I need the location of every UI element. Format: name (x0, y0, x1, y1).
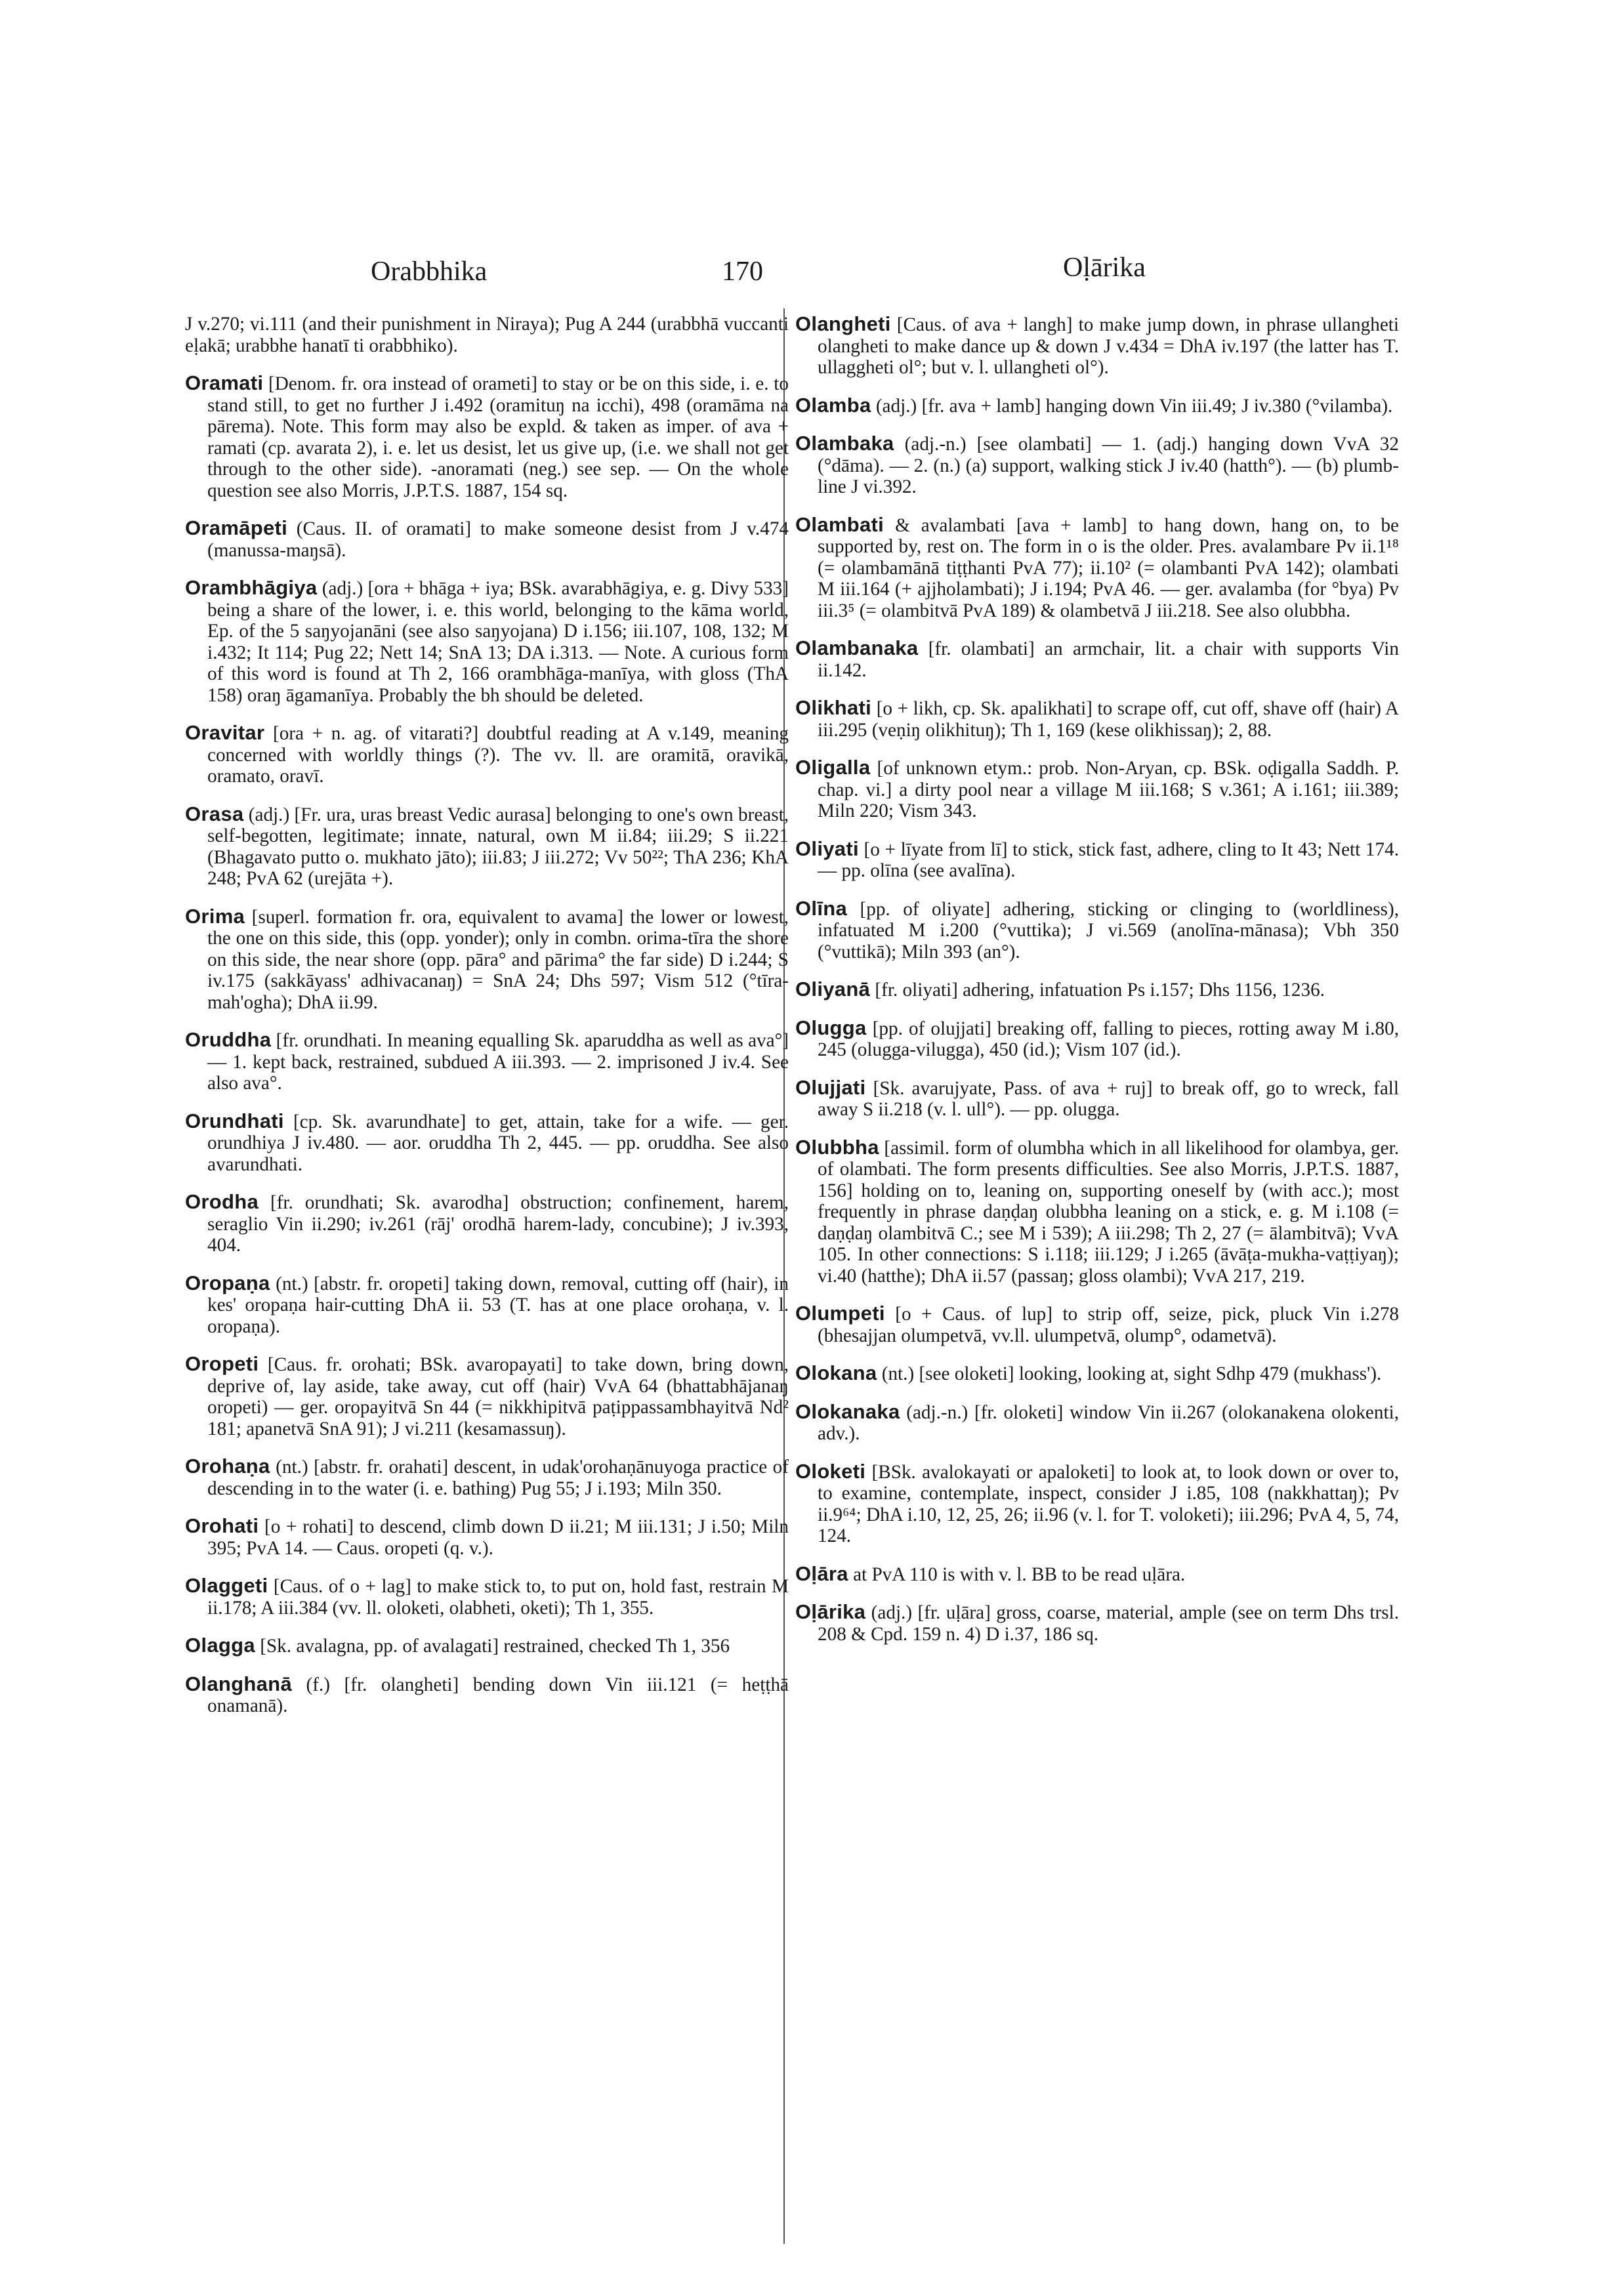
dictionary-entry (795, 1137, 1399, 1287)
entry-text: [superl. formation fr. ora, equivalent to avama] the lower or lowest, the one on this side, this (opp. yonder); only in combn. orima-tīra the shore on this side, the near shore (opp. pāra° and pārima° the far side) D i.244; S iv.175 (sakkāyass' adhivacanaŋ) = SnA 24; Dhs 597; Vism 512 (°tīra-mah'ogha); DhA ii.99. (207, 906, 789, 1013)
headword: Orambhāgiya (185, 576, 318, 599)
page-header (0, 253, 1624, 295)
headword: Orohati (185, 1514, 259, 1537)
entry-text: [pp. of oliyate] adhering, sticking or clinging to (worldliness), infatuated M i.200 (°vuttika); J vi.569 (anolīna-mānasa); Vbh 350 (°vuttikā); Miln 393 (an°). (818, 898, 1399, 962)
headword: Oravitar (185, 721, 265, 744)
headword: Orohaṇa (185, 1455, 270, 1478)
entry-text: [Sk. avalagna, pp. of avalagati] restrained, checked Th 1, 356 (260, 1636, 730, 1657)
dictionary-entry (185, 906, 789, 1014)
dictionary-entry (795, 697, 1399, 741)
entry-text: [Caus. of ava + langh] to make jump down, in phrase ullangheti olangheti to make dance up & down J v.434 = DhA iv.197 (the latter has T. ullaggheti ol°; but v. l. ullangheti ol°). (818, 314, 1399, 378)
dictionary-entry (795, 395, 1399, 417)
dictionary-entry (795, 898, 1399, 963)
headword: Oropaṇa (185, 1271, 270, 1294)
headword: Olujjati (795, 1075, 866, 1099)
entry-text: [Caus. fr. orohati; BSk. avaropayati] to take down, bring down, deprive of, lay aside, take away, cut off (hair) VvA 64 (bhattabhājanaŋ oropeti) — ger. oropayitvā Sn 44 (= nikkhipitvā paṭippassambhayitvā Nd² 181; apanetvā SnA 91); J vi.211 (kesamassuŋ). (207, 1354, 789, 1439)
headword: Olaggeti (185, 1574, 268, 1597)
entry-text: [o + līyate from lī] to stick, stick fast, adhere, cling to It 43; Nett 174. — pp. olīna (see avalīna). (818, 838, 1400, 881)
headword: Olagga (185, 1634, 255, 1657)
dictionary-entry (185, 518, 789, 561)
entry-text: [Sk. avarujyate, Pass. of ava + ruj] to break off, go to wreck, fall away S ii.218 (v. l. ull°). — pp. olugga. (818, 1077, 1399, 1120)
entry-text: J v.270; vi.111 (and their punishment in Niraya); Pug A 244 (urabbhā vuccanti eḷakā; urabbhe hanatī ti orabbhiko). (185, 314, 789, 356)
headword: Oloketi (795, 1459, 866, 1483)
dictionary-entry (795, 757, 1399, 822)
headword: Olokana (795, 1361, 877, 1384)
entry-text: [fr. olambati] an armchair, lit. a chair with supports Vin ii.142. (818, 638, 1400, 681)
dictionary-entry (795, 1461, 1399, 1547)
dictionary-entry (795, 1303, 1399, 1346)
dictionary-entry (185, 1674, 789, 1717)
dictionary-entry (185, 1111, 789, 1176)
entry-text: (adj.) [fr. ava + lamb] hanging down Vin iii.49; J iv.380 (°vilamba). (875, 395, 1393, 417)
dictionary-entry (185, 722, 789, 787)
headword: Orundhati (185, 1109, 284, 1132)
headword: Olugga (795, 1016, 867, 1039)
headword: Olubbha (795, 1135, 879, 1159)
headword: Olambati (795, 512, 885, 536)
dictionary-entry (185, 1635, 789, 1657)
left-guide-word: Orabbhika (371, 257, 488, 287)
dictionary-entry (795, 1363, 1399, 1385)
dictionary-entry (795, 1602, 1399, 1645)
entry-text: [fr. oliyati] adhering, infatuation Ps i.157; Dhs 1156, 1236. (875, 980, 1325, 1001)
headword: Olangheti (795, 312, 891, 335)
dictionary-entry (795, 638, 1399, 681)
entry-text: [o + Caus. of lup] to strip off, seize, pick, pluck Vin i.278 (bhesajjan olumpetvā, vv.ll. ulumpetvā, olump°, odametvā). (818, 1304, 1400, 1346)
headword: Olambaka (795, 432, 894, 455)
entry-text: [Caus. of o + lag] to make stick to, to put on, hold fast, restrain M ii.178; A iii.384 (vv. ll. oloketi, olabheti, oketi); Th 1, 355. (207, 1576, 789, 1619)
dictionary-entry (185, 1029, 789, 1094)
right-column (795, 314, 1399, 1661)
left-column (185, 314, 789, 1733)
dictionary-entry (185, 1456, 789, 1499)
headword: Olīna (795, 896, 848, 920)
dictionary-entry (185, 577, 789, 706)
entry-text: & avalambati [ava + lamb] to hang down, hang on, to be supported by, rest on. The form in o is the older. Pres. avalambare Pv ii.1¹⁸ (= olambamānā tiṭṭhanti PvA 77); ii.10² (= olambanti PvA 142); olambati M iii.164 (+ ajjholambati); J i.194; PvA 46. — ger. avalamba (for °bya) Pv iii.3⁵ (= olambitvā PvA 189) & olambetvā J iii.218. See also olubbha. (818, 514, 1399, 621)
dictionary-entry (185, 314, 789, 356)
headword: Oramāpeti (185, 516, 288, 539)
entry-text: (f.) [fr. olangheti] bending down Vin iii.121 (= heṭṭhā onamanā). (207, 1674, 789, 1716)
entry-text: [fr. orundhati. In meaning equalling Sk. aparuddha as well as ava°] — 1. kept back, restrained, subdued A iii.393. — 2. imprisoned J iv.4. See also ava°. (207, 1030, 789, 1094)
dictionary-entry (185, 1516, 789, 1559)
headword: Oruddha (185, 1028, 272, 1051)
headword: Oḷāra (795, 1561, 848, 1585)
headword: Olambanaka (795, 636, 919, 659)
entry-text: at PvA 110 is with v. l. BB to be read uḷāra. (853, 1563, 1186, 1585)
entry-text: [BSk. avalokayati or apaloketi] to look at, to look down or over to, to examine, contemplate, inspect, consider J i.85, 108 (nakkhattaŋ); Pv ii.9⁶⁴; DhA i.10, 12, 25, 26; ii.96 (v. l. for T. voloketi); iii.296; PvA 4, 5, 74, 124. (818, 1461, 1400, 1546)
headword: Olokanaka (795, 1399, 900, 1423)
headword: Oramati (185, 371, 264, 394)
entry-text: [o + likh, cp. Sk. apalikhati] to scrape off, cut off, shave off (hair) A iii.295 (veṇiŋ olikhituŋ); Th 1, 169 (kese olikhissaŋ); 2, 88. (818, 698, 1399, 741)
entry-text: (adj.-n.) [see olambati] — 1. (adj.) hanging down VvA 32 (°dāma). — 2. (n.) (a) support, walking stick J iv.40 (hatth°). — (b) plumb-line J vi.392. (818, 434, 1399, 497)
dictionary-entry (185, 1575, 789, 1619)
entry-text: (adj.) [Fr. ura, uras breast Vedic aurasa] belonging to one's own breast, self-begotten, legitimate; innate, natural, own M ii.84; iii.29; S ii.221 (Bhagavato putto o. mukhato jāto); iii.83; J iii.272; Vv 50²²; ThA 236; KhA 248; PvA 62 (urejāta +). (207, 804, 789, 889)
right-guide-word: Oḷārika (1063, 253, 1146, 283)
entry-text: (adj.) [ora + bhāga + iya; BSk. avarabhāgiya, e. g. Divy 533] being a share of the lower, i. e. this world, belonging to the kāma world, Ep. of the 5 saŋyojanāni (see also saŋyojana) D i.156; iii.107, 108, 132; M i.432; It 114; Pug 22; Nett 14; SnA 13; DA i.313. — Note. A curious form of this word is found at Th 2, 166 orambhāga-manīya, with gloss (ThA 158) oraŋ āgamanīya. Probably the bh should be deleted. (207, 578, 789, 706)
headword: Olamba (795, 393, 871, 417)
dictionary-entry (795, 979, 1399, 1001)
headword: Oligalla (795, 756, 871, 779)
page-number: 170 (722, 257, 763, 287)
headword: Oropeti (185, 1352, 259, 1375)
dictionary-entry (795, 314, 1399, 379)
dictionary-entry (185, 1354, 789, 1439)
headword: Olumpeti (795, 1302, 885, 1325)
entry-text: [of unknown etym.: prob. Non-Aryan, cp. BSk. oḍigalla Saddh. P. chap. vi.] a dirty pool near a village M iii.168; S v.361; A i.161; iii.389; Miln 220; Vism 343. (818, 758, 1400, 821)
headword: Orodha (185, 1190, 259, 1213)
headword: Oliyanā (795, 978, 871, 1001)
dictionary-entry (795, 838, 1399, 882)
entry-text: [cp. Sk. avarundhate] to get, attain, take for a wife. — ger. orundhiya J iv.480. — aor. oruddha Th 2, 445. — pp. oruddha. See also avarundhati. (207, 1111, 789, 1175)
dictionary-entry (795, 433, 1399, 498)
headword: Oliyati (795, 837, 859, 860)
entry-text: [pp. of olujjati] breaking off, falling to pieces, rotting away M i.80, 245 (olugga-vilugga), 450 (id.); Vism 107 (id.). (818, 1018, 1400, 1060)
entry-text: [assimil. form of olumbha which in all likelihood for olambya, ger. of olambati. The form presents difficulties. See also Morris, J.P.T.S. 1887, 156] holding on to, leaning on, supporting oneself by (with acc.); most frequently in phrase daṇḍaŋ olubbha leaning on a stick, e. g. M i.108 (= daṇḍaŋ olambitvā C.; see M i 539); A iii.298; Th 2, 27 (= ālambitvā); VvA 105. In other connections: S i.118; iii.129; J i.265 (āvāṭa-mukha-vaṭṭiyaŋ); vi.40 (hatthe); DhA ii.57 (passaŋ; gloss olambi); VvA 217, 219. (818, 1137, 1400, 1287)
entry-text: (adj.-n.) [fr. oloketi] window Vin ii.267 (olokanakena olokenti, adv.). (818, 1401, 1399, 1444)
entry-text: [fr. orundhati; Sk. avarodha] obstruction; confinement, harem, seraglio Vin ii.290; iv.261 (rāj' orodhā harem-lady, concubine); J iv.393, 404. (207, 1192, 789, 1256)
headword: Oḷārika (795, 1600, 866, 1623)
dictionary-entry (185, 1191, 789, 1256)
dictionary-entry (795, 1018, 1399, 1061)
entry-text: (Caus. II. of oramati] to make someone desist from J v.474 (manussa-maŋsā). (207, 518, 789, 561)
entry-text: (nt.) [abstr. fr. orahati] descent, in udak'orohaṇānuyoga practice of descending in to the water (i. e. bathing) Pug 55; J i.193; Miln 350. (207, 1457, 789, 1499)
entry-text: (nt.) [abstr. fr. oropeti] taking down, removal, cutting off (hair), in kes' oropaṇa hair-cutting DhA ii. 53 (T. has at one place orohaṇa, v. l. oropaṇa). (207, 1273, 789, 1337)
dictionary-entry (185, 373, 789, 501)
dictionary-entry (185, 804, 789, 890)
dictionary-entry (185, 1273, 789, 1338)
dictionary-entry (795, 1401, 1399, 1445)
entry-text: [ora + n. ag. of vitarati?] doubtful reading at A v.149, meaning concerned with worldly things (?). The vv. ll. are oramitā, oravikā, oramato, oravī. (207, 723, 789, 787)
headword: Olikhati (795, 696, 872, 719)
entry-text: [o + rohati] to descend, climb down D ii.21; M iii.131; J i.50; Miln 395; PvA 14. — Caus. oropeti (q. v.). (207, 1516, 789, 1559)
dictionary-entry (795, 1563, 1399, 1586)
dictionary-entry (795, 514, 1399, 622)
headword: Orima (185, 904, 245, 928)
headword: Olanghanā (185, 1672, 292, 1695)
dictionary-entry (795, 1077, 1399, 1121)
headword: Orasa (185, 802, 244, 825)
entry-text: [Denom. fr. ora instead of orameti] to stay or be on this side, i. e. to stand still, to get no further J i.492 (oramituŋ na icchi), 498 (oramāma na pārema). Note. This form may also be expld. & taken as imper. of ava + ramati (cp. avarata 2), i. e. let us desist, let us give up, (i.e. we shall not get through to the other side). -anoramati (neg.) see sep. — On the whole question see also Morris, J.P.T.S. 1887, 154 sq. (207, 373, 789, 501)
entry-text: (nt.) [see oloketi] looking, looking at, sight Sdhp 479 (mukhass'). (881, 1363, 1382, 1384)
entry-text: (adj.) [fr. uḷāra] gross, coarse, material, ample (see on term Dhs trsl. 208 & Cpd. 159 n. 4) D i.37, 186 sq. (818, 1602, 1400, 1645)
